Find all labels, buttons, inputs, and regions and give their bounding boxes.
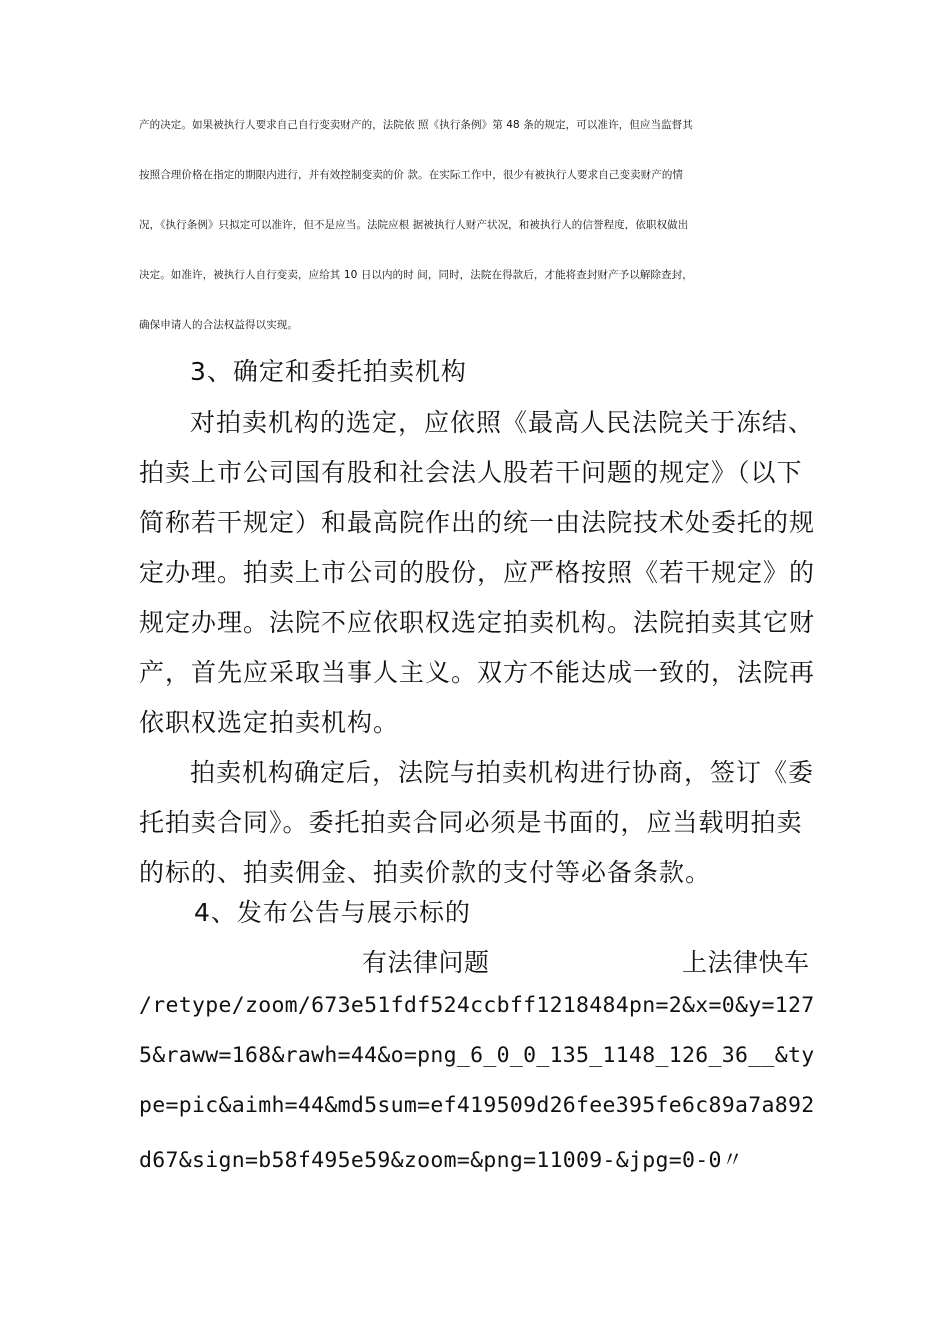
section-3-para1-line-7: 依职权选定拍卖机构。 [139, 708, 400, 737]
url-line-3: pe=pic&aimh=44&md5sum=ef419509d26fee395fe6c89a7a892 [139, 1093, 815, 1118]
section-3-para1-line-5: 规定办理。法院不应依职权选定拍卖机构。法院拍卖其它财 [139, 608, 816, 637]
intro-line-2: 按照合理价格在指定的期限内进行，并有效控制变卖的价 款。在实际工作中，很少有被执行人要求自己变卖财产的情 [139, 169, 684, 181]
intro-line-5: 确保申请人的合法权益得以实现。 [139, 319, 298, 331]
section-3-para1-line-1: 对拍卖机构的选定，应依照《最高人民法院关于冻结、 [190, 408, 815, 437]
section-3-para1-line-2: 拍卖上市公司国有股和社会法人股若干问题的规定》（以下 [139, 458, 803, 487]
intro-line-1: 产的决定。如果被执行人要求自己自行变卖财产的，法院依 照《执行条例》第 48 条的规定，可以准许，但应当监督其 [139, 119, 693, 131]
section-3-para1-line-6: 产，首先应采取当事人主义。双方不能达成一致的，法院再 [139, 658, 816, 687]
url-line-4: d67&sign=b58f495e59&zoom=&png=11009-&jpg=0-0〃 [139, 1148, 744, 1173]
intro-line-3: 况，《执行条例》只拟定可以准许，但不是应当。法院应根 据被执行人财产状况，和被执行人的信誉程度，依职权做出 [139, 219, 689, 231]
section-3-para1-line-3: 简称若干规定）和最高院作出的统一由法院技术处委托的规 [139, 508, 816, 537]
section-3-para2-line-1: 拍卖机构确定后，法院与拍卖机构进行协商，签订《委 [190, 758, 815, 787]
section-3-para2-line-3: 的标的、拍卖佣金、拍卖价款的支付等必备条款。 [139, 858, 712, 887]
section-3-para2-line-2: 托拍卖合同》。委托拍卖合同必须是书面的，应当载明拍卖 [139, 808, 803, 837]
intro-line-4: 决定。如准许，被执行人自行变卖，应给其 10 日以内的时 间，同时，法院在得款后，才能将查封财产予以解除查封， [139, 269, 693, 281]
banner-left-text: 有法律问题 [362, 948, 490, 977]
url-line-1: /retype/zoom/673e51fdf524ccbff1218484pn=2&x=0&y=127 [139, 993, 815, 1018]
banner-right-text: 上法律快车 [682, 948, 810, 977]
section-3-para1-line-4: 定办理。拍卖上市公司的股份，应严格按照《若干规定》的 [139, 558, 816, 587]
url-line-2: 5&raww=168&rawh=44&o=png_6_0_0_135_1148_126_36__&ty [139, 1043, 815, 1068]
section-4-heading: 4、发布公告与展示标的 [194, 898, 471, 927]
section-3-heading: 3、确定和委托拍卖机构 [190, 357, 467, 386]
